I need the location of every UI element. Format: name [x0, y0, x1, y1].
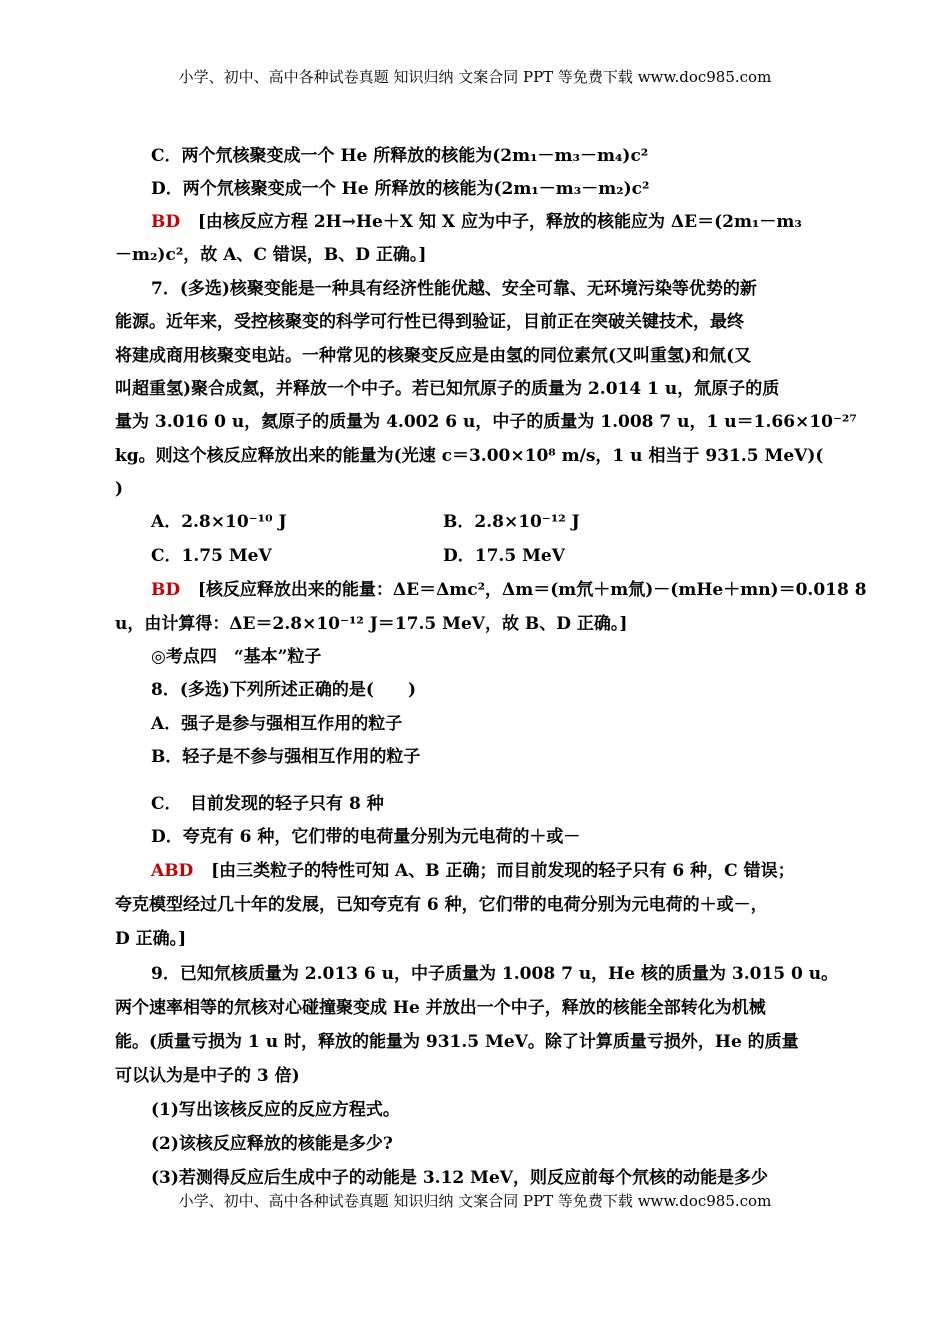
q8-answer: ABD: [151, 861, 194, 881]
q6-explain-2: －m₂)c²，故 A、C 错误，B、D 正确。]: [115, 245, 427, 265]
q6-answer-line: [151, 214, 802, 231]
q8-option-b: B．轻子是不参与强相互作用的粒子: [151, 747, 421, 767]
q6-explain-1: [由核反应方程 2H→He＋X 知 X 应为中子，释放的核能应为 ΔE＝(2m₁－m₃: [197, 212, 802, 232]
page-footer: 小学、初中、高中各种试卷真题 知识归纳 文案合同 PPT 等免费下载 www.doc985.com: [178, 1192, 772, 1210]
q8-option-d: D．夸克有 6 种，它们带的电荷量分别为元电荷的＋或－: [151, 827, 581, 847]
q7-explain-1: [核反应释放出来的能量：ΔE＝Δmc²，Δm＝(m氘＋m氚)－(mHe＋mn)＝0.018 8: [197, 580, 867, 600]
q8-answer-line: [151, 863, 795, 880]
q9-sub-1: (1)写出该核反应的反应方程式。: [151, 1100, 400, 1120]
q7-option-d: D．17.5 MeV: [443, 546, 565, 566]
q9-stem-1: 9．已知氘核质量为 2.013 6 u，中子质量为 1.008 7 u，He 核的质量为 3.015 0 u。: [151, 964, 839, 984]
q9-sub-3: (3)若测得反应后生成中子的动能是 3.12 MeV，则反应前每个氘核的动能是多少: [151, 1168, 768, 1188]
q9-stem-4: 可以认为是中子的 3 倍): [115, 1066, 300, 1086]
q7-stem-3: 将建成商用核聚变电站。一种常见的核聚变反应是由氢的同位素氘(又叫重氢)和氚(又: [115, 346, 752, 366]
q8-explain-3: D 正确。]: [115, 929, 187, 949]
q7-explain-2: u，由计算得：ΔE＝2.8×10⁻¹² J＝17.5 MeV，故 B、D 正确。]: [115, 614, 628, 634]
q9-stem-2: 两个速率相等的氘核对心碰撞聚变成 He 并放出一个中子，释放的核能全部转化为机械: [115, 998, 766, 1018]
q9-stem-3: 能。(质量亏损为 1 u 时，释放的能量为 931.5 MeV。除了计算质量亏损外，He 的质量: [115, 1032, 799, 1052]
page-header: 小学、初中、高中各种试卷真题 知识归纳 文案合同 PPT 等免费下载 www.doc985.com: [178, 68, 772, 86]
q6-answer: BD: [151, 212, 181, 232]
q6-option-c: C．两个氘核聚变成一个 He 所释放的核能为(2m₁－m₃－m₄)c²: [151, 146, 649, 166]
q7-option-c: C．1.75 MeV: [151, 546, 272, 566]
q6-option-d: D．两个氘核聚变成一个 He 所释放的核能为(2m₁－m₃－m₂)c²: [151, 179, 650, 199]
q7-stem-1: 7．(多选)核聚变能是一种具有经济性能优越、安全可靠、无环境污染等优势的新: [151, 279, 757, 299]
q7-option-b: B．2.8×10⁻¹² J: [443, 512, 580, 532]
q7-stem-4: 叫超重氢)聚合成氦，并释放一个中子。若已知氘原子的质量为 2.014 1 u，氚原子的质: [115, 379, 780, 399]
q7-answer-line: [151, 582, 867, 599]
q8-explain-2: 夸克模型经过几十年的发展，已知夸克有 6 种，它们带的电荷分别为元电荷的＋或－，: [115, 895, 768, 915]
q8-stem: 8．(多选)下列所述正确的是( ): [151, 680, 417, 700]
q8-explain-1: [由三类粒子的特性可知 A、B 正确；而目前发现的轻子只有 6 种，C 错误；: [211, 861, 795, 881]
q9-sub-2: (2)该核反应释放的核能是多少?: [151, 1134, 393, 1154]
q7-stem-5: 量为 3.016 0 u，氦原子的质量为 4.002 6 u，中子的质量为 1.008 7 u，1 u＝1.66×10⁻²⁷: [115, 412, 857, 432]
q8-option-a: A．强子是参与强相互作用的粒子: [151, 714, 403, 734]
q7-stem-2: 能源。近年来，受控核聚变的科学可行性已得到验证，目前正在突破关键技术，最终: [115, 312, 744, 332]
q7-option-a: A．2.8×10⁻¹⁰ J: [151, 512, 287, 532]
q7-stem-7: ): [115, 479, 124, 499]
q7-stem-6: kg。则这个核反应释放出来的能量为(光速 c＝3.00×10⁸ m/s，1 u 相当于 931.5 MeV)(: [115, 446, 824, 466]
section-title: ◎考点四 “基本”粒子: [151, 647, 322, 667]
q7-answer: BD: [151, 580, 181, 600]
q8-option-c: C． 目前发现的轻子只有 8 种: [151, 794, 384, 814]
